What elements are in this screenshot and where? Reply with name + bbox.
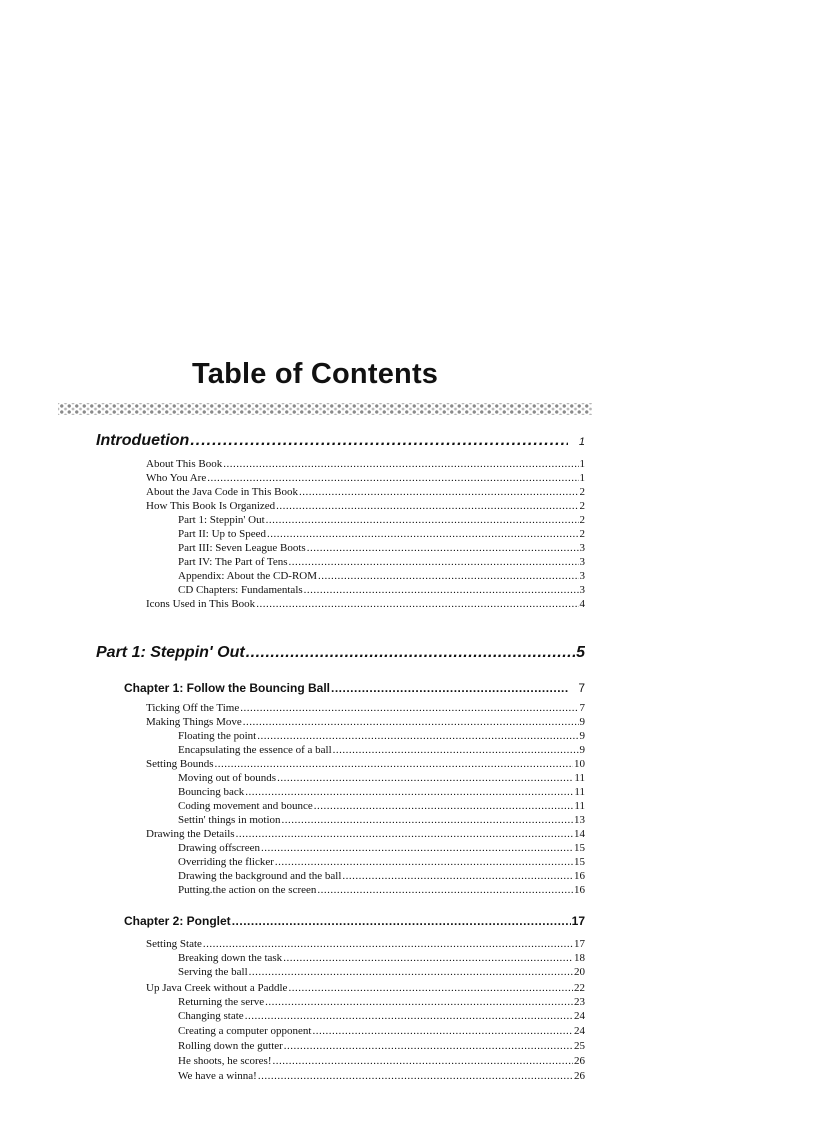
- toc-leader: [256, 598, 578, 610]
- toc-page: 13: [574, 814, 585, 826]
- toc-leader: [257, 730, 578, 742]
- toc-subentry: [178, 1070, 585, 1082]
- toc-entry: [146, 458, 585, 470]
- toc-page: 20: [574, 966, 585, 978]
- toc-page: 11: [574, 786, 585, 798]
- toc-label: Breaking down the task: [178, 952, 283, 964]
- toc-subentry: [178, 1055, 585, 1067]
- toc-leader: [314, 800, 574, 812]
- toc-label: Changing state: [178, 1010, 244, 1022]
- toc-label: How This Book Is Organized: [146, 500, 276, 512]
- toc-subentry: [178, 772, 585, 784]
- toc-label: Part II: Up to Speed: [178, 528, 266, 540]
- toc-entry: [146, 758, 585, 770]
- dotted-divider: [58, 403, 592, 415]
- page-title: Table of Contents: [192, 358, 439, 390]
- toc-leader: [267, 528, 579, 540]
- toc-subentry: [178, 814, 585, 826]
- toc-page: 24: [574, 1025, 585, 1037]
- toc-leader: [272, 1055, 573, 1067]
- toc-page: 2: [579, 500, 585, 512]
- toc-leader: [342, 870, 573, 882]
- toc-page: 9: [579, 744, 585, 756]
- toc-entry: [146, 702, 585, 714]
- toc-leader: [317, 884, 573, 896]
- toc-subentry: [178, 1040, 585, 1052]
- toc-subentry: [178, 542, 585, 554]
- toc-subentry: [178, 1025, 585, 1037]
- toc-page: 5: [576, 644, 585, 661]
- toc-label: Part 1: Steppin' Out: [96, 644, 245, 661]
- toc-label: CD Chapters: Fundamentals: [178, 584, 303, 596]
- toc-section-part-1: [96, 644, 585, 662]
- toc-subentry: [178, 966, 585, 978]
- toc-page: 3: [579, 570, 585, 582]
- toc-label: Part 1: Steppin' Out: [178, 514, 265, 526]
- toc-subentry: [178, 514, 585, 526]
- toc-label: We have a winna!: [178, 1070, 257, 1082]
- toc-label: About the Java Code in This Book: [146, 486, 298, 498]
- toc-page: 4: [579, 598, 585, 610]
- toc-page: 7: [578, 681, 585, 695]
- toc-page: 2: [579, 514, 585, 526]
- toc-page: 26: [574, 1055, 585, 1067]
- toc-label: Coding movement and bounce: [178, 800, 313, 812]
- toc-entry: [146, 472, 585, 484]
- toc-page: 11: [574, 800, 585, 812]
- toc-section-introduction: [96, 432, 585, 450]
- toc-subentry: [178, 744, 585, 756]
- toc-leader: [190, 432, 568, 450]
- toc-page: 10: [574, 758, 585, 770]
- toc-label: Drawing offscreen: [178, 842, 260, 854]
- toc-label: Ticking Off the Time: [146, 702, 240, 714]
- toc-leader: [223, 458, 578, 470]
- toc-label: Who You Are: [146, 472, 207, 484]
- toc-leader: [265, 996, 573, 1008]
- toc-label: Part III: Seven League Boots: [178, 542, 306, 554]
- toc-leader: [207, 472, 578, 484]
- toc-page: 23: [574, 996, 585, 1008]
- toc-chapter-1: [124, 681, 585, 695]
- toc-page: 14: [574, 828, 585, 840]
- toc-leader: [236, 828, 573, 840]
- toc-label: About This Book: [146, 458, 223, 470]
- toc-leader: [333, 744, 579, 756]
- toc-leader: [289, 556, 579, 568]
- toc-label: Drawing the background and the ball: [178, 870, 342, 882]
- toc-page: 2: [579, 528, 585, 540]
- toc-page: 9: [579, 730, 585, 742]
- toc-leader: [232, 914, 571, 928]
- toc-leader: [313, 1025, 574, 1037]
- toc-label: Making Things Move: [146, 716, 242, 728]
- toc-page: 9: [579, 716, 585, 728]
- toc-page: 3: [579, 584, 585, 596]
- toc-label: Part IV: The Part of Tens: [178, 556, 288, 568]
- toc-leader: [240, 702, 578, 714]
- toc-subentry: [178, 1010, 585, 1022]
- toc-page: 15: [574, 856, 585, 868]
- toc-leader: [276, 500, 578, 512]
- toc-leader: [304, 584, 579, 596]
- toc-label: Rolling down the gutter: [178, 1040, 283, 1052]
- toc-subentry: [178, 584, 585, 596]
- toc-leader: [246, 644, 575, 662]
- toc-page: 1: [578, 436, 585, 448]
- toc-subentry: [178, 842, 585, 854]
- toc-entry: [146, 716, 585, 728]
- toc-entry: [146, 982, 585, 994]
- toc-page: 24: [574, 1010, 585, 1022]
- toc-page: 26: [574, 1070, 585, 1082]
- toc-leader: [288, 982, 573, 994]
- toc-label: Chapter 2: Ponglet: [124, 914, 231, 928]
- toc-label: Encapsulating the essence of a ball: [178, 744, 332, 756]
- toc-page: 18: [574, 952, 585, 964]
- toc-label: Bouncing back: [178, 786, 245, 798]
- toc-page: 3: [579, 542, 585, 554]
- toc-label: Up Java Creek without a Paddle: [146, 982, 288, 994]
- toc-label: Moving out of bounds: [178, 772, 277, 784]
- toc-label: Putting.the action on the screen: [178, 884, 317, 896]
- toc-page: 17: [574, 938, 585, 950]
- toc-label: Setting State: [146, 938, 202, 950]
- toc-label: Creating a computer opponent: [178, 1025, 312, 1037]
- toc-page: 17: [571, 914, 585, 928]
- toc-entry: [146, 486, 585, 498]
- toc-leader: [282, 814, 573, 826]
- toc-leader: [215, 758, 573, 770]
- toc-label: Chapter 1: Follow the Bouncing Ball: [124, 681, 331, 695]
- toc-page: 7: [579, 702, 585, 714]
- toc-label: Returning the serve: [178, 996, 265, 1008]
- toc-label: Drawing the Details: [146, 828, 235, 840]
- toc-subentry: [178, 996, 585, 1008]
- toc-label: Appendix: About the CD-ROM: [178, 570, 318, 582]
- toc-subentry: [178, 556, 585, 568]
- toc-subentry: [178, 856, 585, 868]
- toc-label: Floating the point: [178, 730, 257, 742]
- toc-label: He shoots, he scores!: [178, 1055, 272, 1067]
- toc-leader: [307, 542, 579, 554]
- toc-leader: [331, 681, 569, 695]
- toc-label: Serving the ball: [178, 966, 248, 978]
- toc-subentry: [178, 570, 585, 582]
- toc-label: Icons Used in This Book: [146, 598, 256, 610]
- toc-subentry: [178, 952, 585, 964]
- toc-subentry: [178, 870, 585, 882]
- toc-leader: [245, 1010, 573, 1022]
- toc-page: 25: [574, 1040, 585, 1052]
- toc-page: 15: [574, 842, 585, 854]
- toc-leader: [203, 938, 573, 950]
- toc-leader: [284, 1040, 573, 1052]
- toc-label: Settin' things in motion: [178, 814, 281, 826]
- toc-subentry: [178, 884, 585, 896]
- toc-subentry: [178, 800, 585, 812]
- toc-leader: [243, 716, 579, 728]
- toc-entry: [146, 500, 585, 512]
- toc-page: 2: [579, 486, 585, 498]
- toc-page: 11: [574, 772, 585, 784]
- toc-label: Introduetion: [96, 432, 190, 449]
- toc-leader: [277, 772, 573, 784]
- toc-label: Overriding the flicker: [178, 856, 274, 868]
- toc-label: Setting Bounds: [146, 758, 214, 770]
- toc-leader: [318, 570, 578, 582]
- toc-page: 1: [579, 472, 585, 484]
- toc-entry: [146, 938, 585, 950]
- toc-subentry: [178, 528, 585, 540]
- toc-page: 16: [574, 870, 585, 882]
- toc-leader: [245, 786, 573, 798]
- toc-page: 22: [574, 982, 585, 994]
- toc-page: 3: [579, 556, 585, 568]
- toc-leader: [283, 952, 573, 964]
- toc-leader: [258, 1070, 573, 1082]
- toc-chapter-2: [124, 914, 585, 928]
- toc-subentry: [178, 730, 585, 742]
- toc-leader: [299, 486, 579, 498]
- toc-leader: [275, 856, 573, 868]
- toc-page: 16: [574, 884, 585, 896]
- toc-leader: [266, 514, 579, 526]
- toc-subentry: [178, 786, 585, 798]
- toc-page: 1: [579, 458, 585, 470]
- toc-leader: [249, 966, 573, 978]
- toc-entry: [146, 828, 585, 840]
- toc-entry: [146, 598, 585, 610]
- toc-leader: [261, 842, 573, 854]
